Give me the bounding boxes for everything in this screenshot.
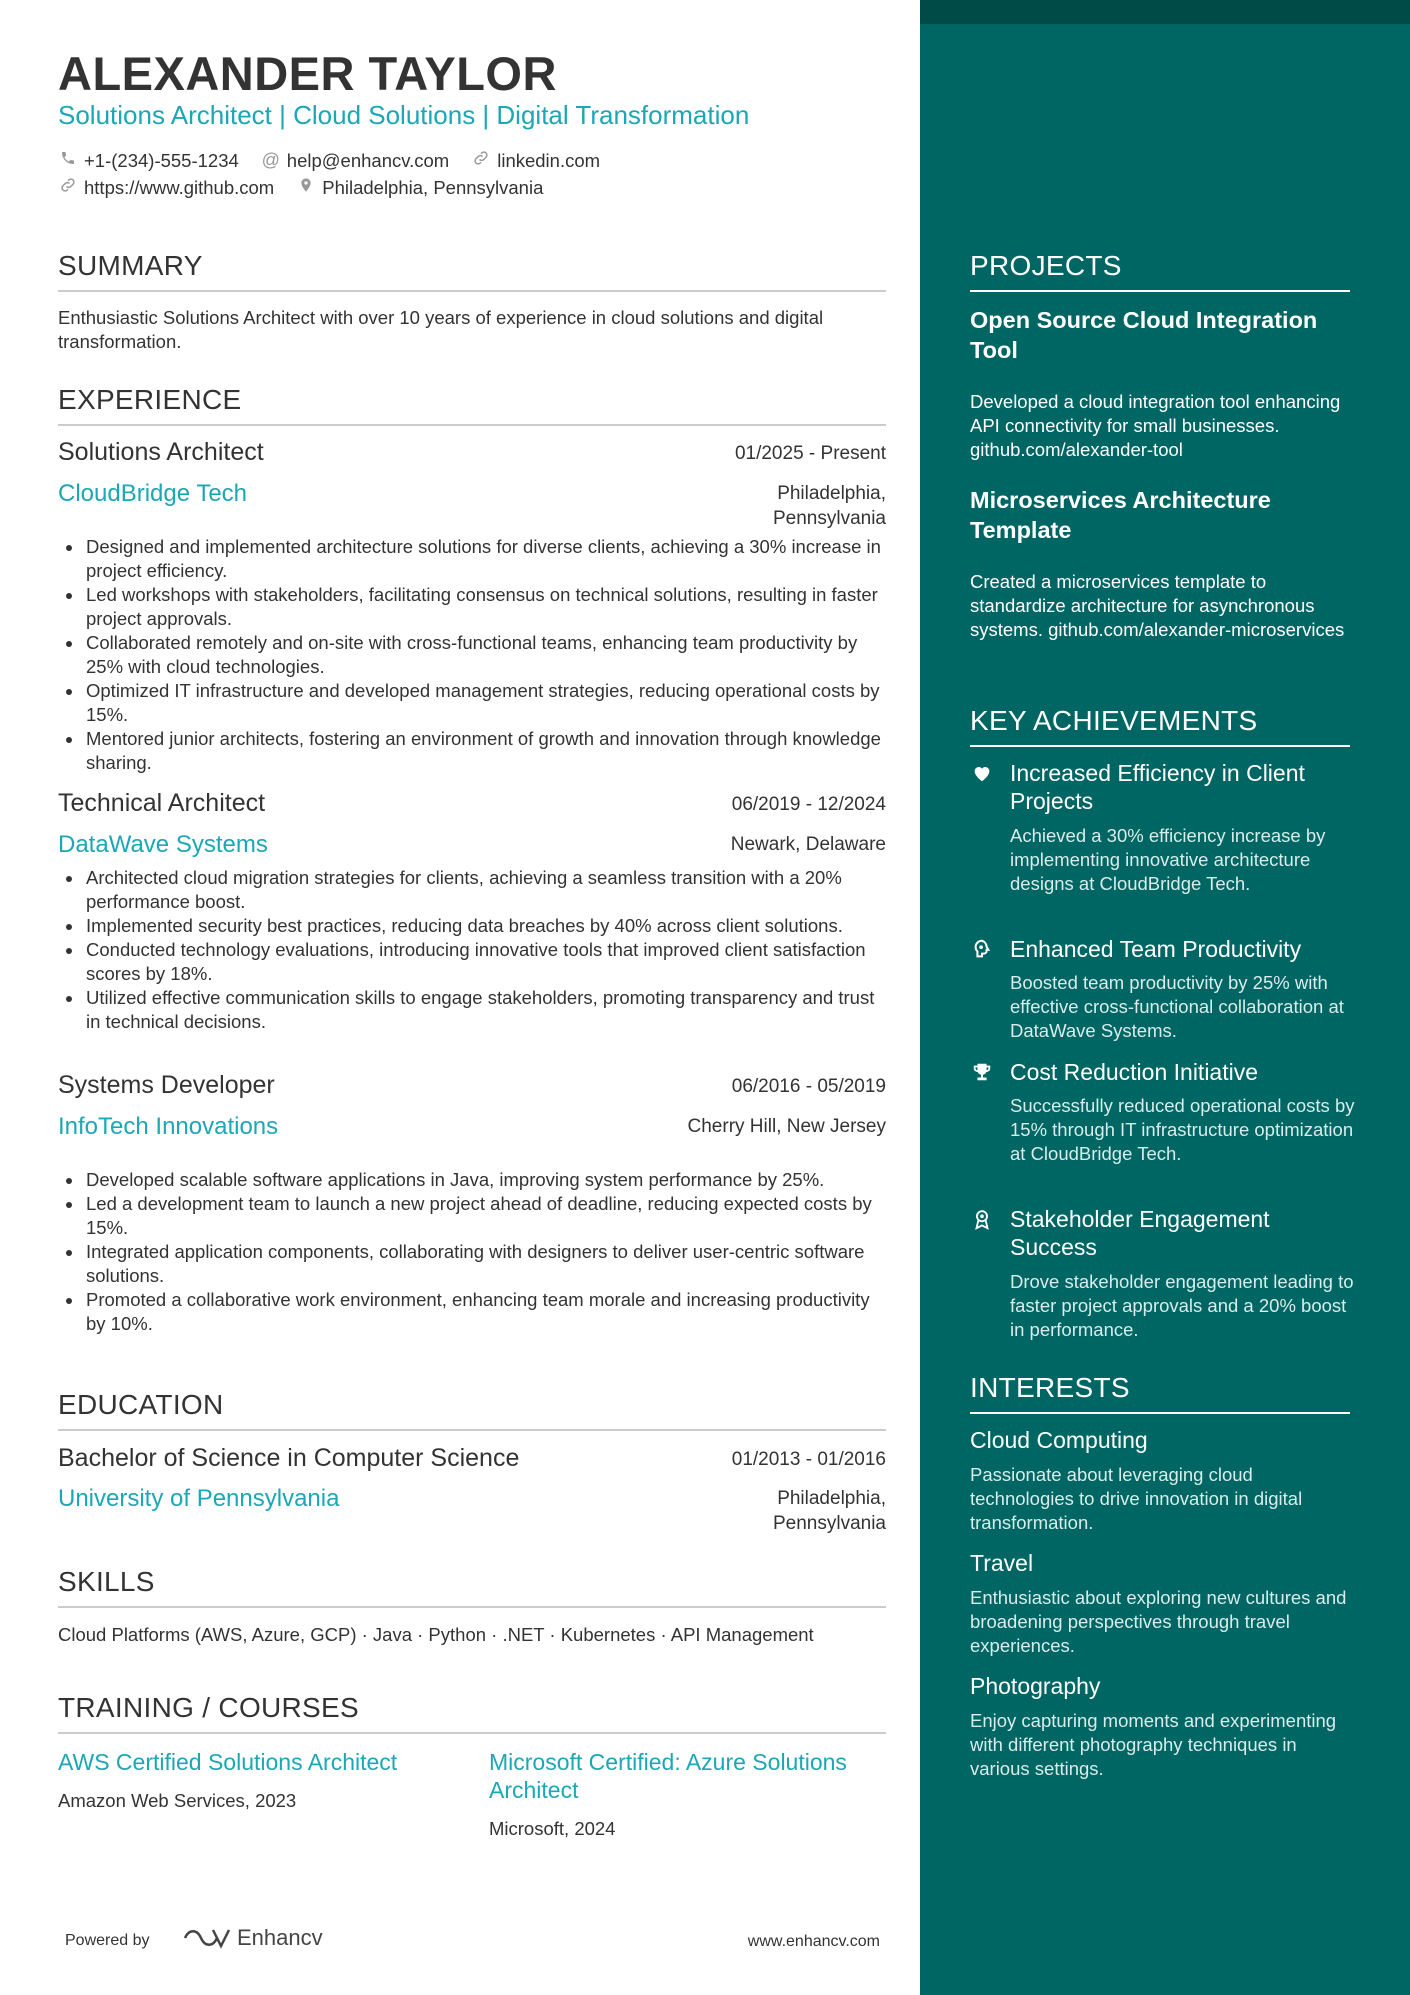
job-location: Cherry Hill, New Jersey <box>687 1116 886 1137</box>
location-item <box>296 176 543 199</box>
project-title: Microservices Architecture Template <box>970 487 1271 543</box>
job-company: DataWave Systems <box>58 831 268 858</box>
job-dates: 01/2025 - Present <box>734 443 886 464</box>
headline: Solutions Architect | Cloud Solutions | Digital Transformation <box>58 100 750 130</box>
bullet-item: Integrated application components, collaborating with designers to deliver user-centric software solutions. <box>58 1240 888 1288</box>
linkedin-item[interactable] <box>471 149 600 172</box>
bullet-item: Optimized IT infrastructure and developed management strategies, reducing operational costs by 15%. <box>58 679 888 727</box>
job-bullets <box>58 535 888 775</box>
github-item[interactable] <box>58 176 274 199</box>
interest-title: Cloud Computing <box>970 1427 1148 1453</box>
phone-text: +1-(234)-555-1234 <box>84 149 239 171</box>
bullet-item: Led workshops with stakeholders, facilitating consensus on technical solutions, resulting in faster project approvals. <box>58 583 888 631</box>
education-dates: 01/2013 - 01/2016 <box>731 1449 886 1470</box>
linkedin-text[interactable]: linkedin.com <box>497 149 601 171</box>
project-description: Created a microservices template to standardize architecture for asynchronous systems. github.com/alexander-microservices <box>970 571 1345 640</box>
bullet-item: Implemented security best practices, reducing data breaches by 40% across client solutions. <box>58 914 888 938</box>
achievement-title: Increased Efficiency in Client Projects <box>1010 760 1305 814</box>
project-description: Developed a cloud integration tool enhancing API connectivity for small businesses. github.com/alexander-tool <box>970 391 1341 460</box>
brain-icon <box>970 938 994 962</box>
summary-text: Enthusiastic Solutions Architect with over 10 years of experience in cloud solutions and digital transformation. <box>58 307 824 352</box>
degree-title: Bachelor of Science in Computer Science <box>58 1444 520 1472</box>
bullet-item: Collaborated remotely and on-site with cross-functional teams, enhancing team productivity by 25% with cloud technologies. <box>58 631 888 679</box>
achievement-text: Successfully reduced operational costs by 15% through IT infrastructure optimization at CloudBridge Tech. <box>1010 1095 1355 1164</box>
job-dates: 06/2019 - 12/2024 <box>731 794 886 815</box>
bullet-item: Utilized effective communication skills to engage stakeholders, promoting transparency and trust in technical decisions. <box>58 986 888 1034</box>
github-text[interactable]: https://www.github.com <box>84 176 275 198</box>
achievement-text: Achieved a 30% efficiency increase by implementing innovative architecture designs at CloudBridge Tech. <box>1010 825 1326 894</box>
interest-title: Photography <box>970 1673 1101 1699</box>
at-icon: @ <box>261 150 280 170</box>
achievements-heading: KEY ACHIEVEMENTS <box>970 705 1350 747</box>
location-pin-icon <box>296 176 316 199</box>
job-company: InfoTech Innovations <box>58 1113 279 1140</box>
interest-title: Travel <box>970 1550 1034 1576</box>
interest-text: Enthusiastic about exploring new cultures and broadening perspectives through travel experiences. <box>970 1587 1347 1656</box>
achievement-text: Boosted team productivity by 25% with effective cross-functional collaboration at DataWave Systems. <box>1010 972 1344 1041</box>
job-bullets <box>58 866 888 1034</box>
achievement-text: Drove stakeholder engagement leading to faster project approvals and a 20% boost in performance. <box>1010 1271 1354 1340</box>
project-title: Open Source Cloud Integration Tool <box>970 307 1318 363</box>
interests-heading: INTERESTS <box>970 1372 1350 1414</box>
interest-text: Passionate about leveraging cloud technologies to drive innovation in digital transformation. <box>970 1464 1303 1533</box>
award-icon <box>970 1208 994 1232</box>
link-icon <box>58 176 78 199</box>
enhancv-logo[interactable] <box>183 1925 323 1951</box>
trophy-icon <box>970 1061 994 1085</box>
bullet-item: Conducted technology evaluations, introducing innovative tools that improved client satisfaction scores by 18%. <box>58 938 888 986</box>
contact-row-1 <box>58 149 622 172</box>
job-location: Newark, Delaware <box>730 834 886 855</box>
training-heading: TRAINING / COURSES <box>58 1692 886 1734</box>
achievement-title: Cost Reduction Initiative <box>1010 1059 1259 1085</box>
sidebar-column <box>920 0 1410 1995</box>
bullet-item: Promoted a collaborative work environment, enhancing team morale and increasing productivity by 10%. <box>58 1288 888 1336</box>
email-text[interactable]: help@enhancv.com <box>286 149 450 171</box>
footer-url[interactable]: www.enhancv.com <box>747 1933 880 1950</box>
heart-icon <box>970 762 994 786</box>
projects-heading: PROJECTS <box>970 250 1350 292</box>
course-provider: Microsoft, 2024 <box>489 1818 616 1839</box>
enhancv-brand-text: Enhancv <box>237 1925 323 1950</box>
job-title: Technical Architect <box>58 789 266 817</box>
sidebar-top-band <box>920 0 1410 24</box>
candidate-name: ALEXANDER TAYLOR <box>58 47 557 100</box>
bullet-item: Designed and implemented architecture solutions for diverse clients, achieving a 30% increase in project efficiency. <box>58 535 888 583</box>
achievement-title: Stakeholder Engagement Success <box>1010 1206 1270 1260</box>
experience-heading: EXPERIENCE <box>58 384 886 426</box>
bullet-item: Architected cloud migration strategies for clients, achieving a seamless transition with a 20% performance boost. <box>58 866 888 914</box>
location-text: Philadelphia, Pennsylvania <box>322 176 544 198</box>
enhancv-logo-mark-icon <box>183 1925 231 1951</box>
bullet-item: Led a development team to launch a new project ahead of deadline, reducing expected costs by 15%. <box>58 1192 888 1240</box>
contact-row-2 <box>58 176 565 199</box>
job-dates: 06/2016 - 05/2019 <box>731 1076 886 1097</box>
course-title: AWS Certified Solutions Architect <box>58 1749 398 1775</box>
phone-icon <box>58 150 78 171</box>
job-title: Solutions Architect <box>58 438 264 466</box>
school-name: University of Pennsylvania <box>58 1485 340 1512</box>
job-location: Philadelphia, Pennsylvania <box>772 483 886 529</box>
skills-heading: SKILLS <box>58 1566 886 1608</box>
education-heading: EDUCATION <box>58 1389 886 1431</box>
education-location: Philadelphia, Pennsylvania <box>772 1488 886 1534</box>
bullet-item: Mentored junior architects, fostering an environment of growth and innovation through knowledge sharing. <box>58 727 888 775</box>
job-title: Systems Developer <box>58 1071 275 1099</box>
skills-list: Cloud Platforms (AWS, Azure, GCP) · Java · Python · .NET · Kubernetes · API Management <box>58 1624 814 1645</box>
powered-by-label: Powered by <box>65 1932 150 1949</box>
interest-text: Enjoy capturing moments and experimenting with different photography techniques in various settings. <box>970 1710 1337 1779</box>
job-company: CloudBridge Tech <box>58 480 248 507</box>
course-title: Microsoft Certified: Azure Solutions Architect <box>489 1749 847 1803</box>
course-provider: Amazon Web Services, 2023 <box>58 1790 297 1811</box>
phone-item <box>58 150 239 172</box>
job-bullets <box>58 1168 888 1336</box>
email-item[interactable] <box>261 150 449 172</box>
summary-heading: SUMMARY <box>58 250 886 292</box>
link-icon <box>471 149 491 172</box>
achievement-title: Enhanced Team Productivity <box>1010 936 1302 962</box>
bullet-item: Developed scalable software applications in Java, improving system performance by 25%. <box>58 1168 888 1192</box>
